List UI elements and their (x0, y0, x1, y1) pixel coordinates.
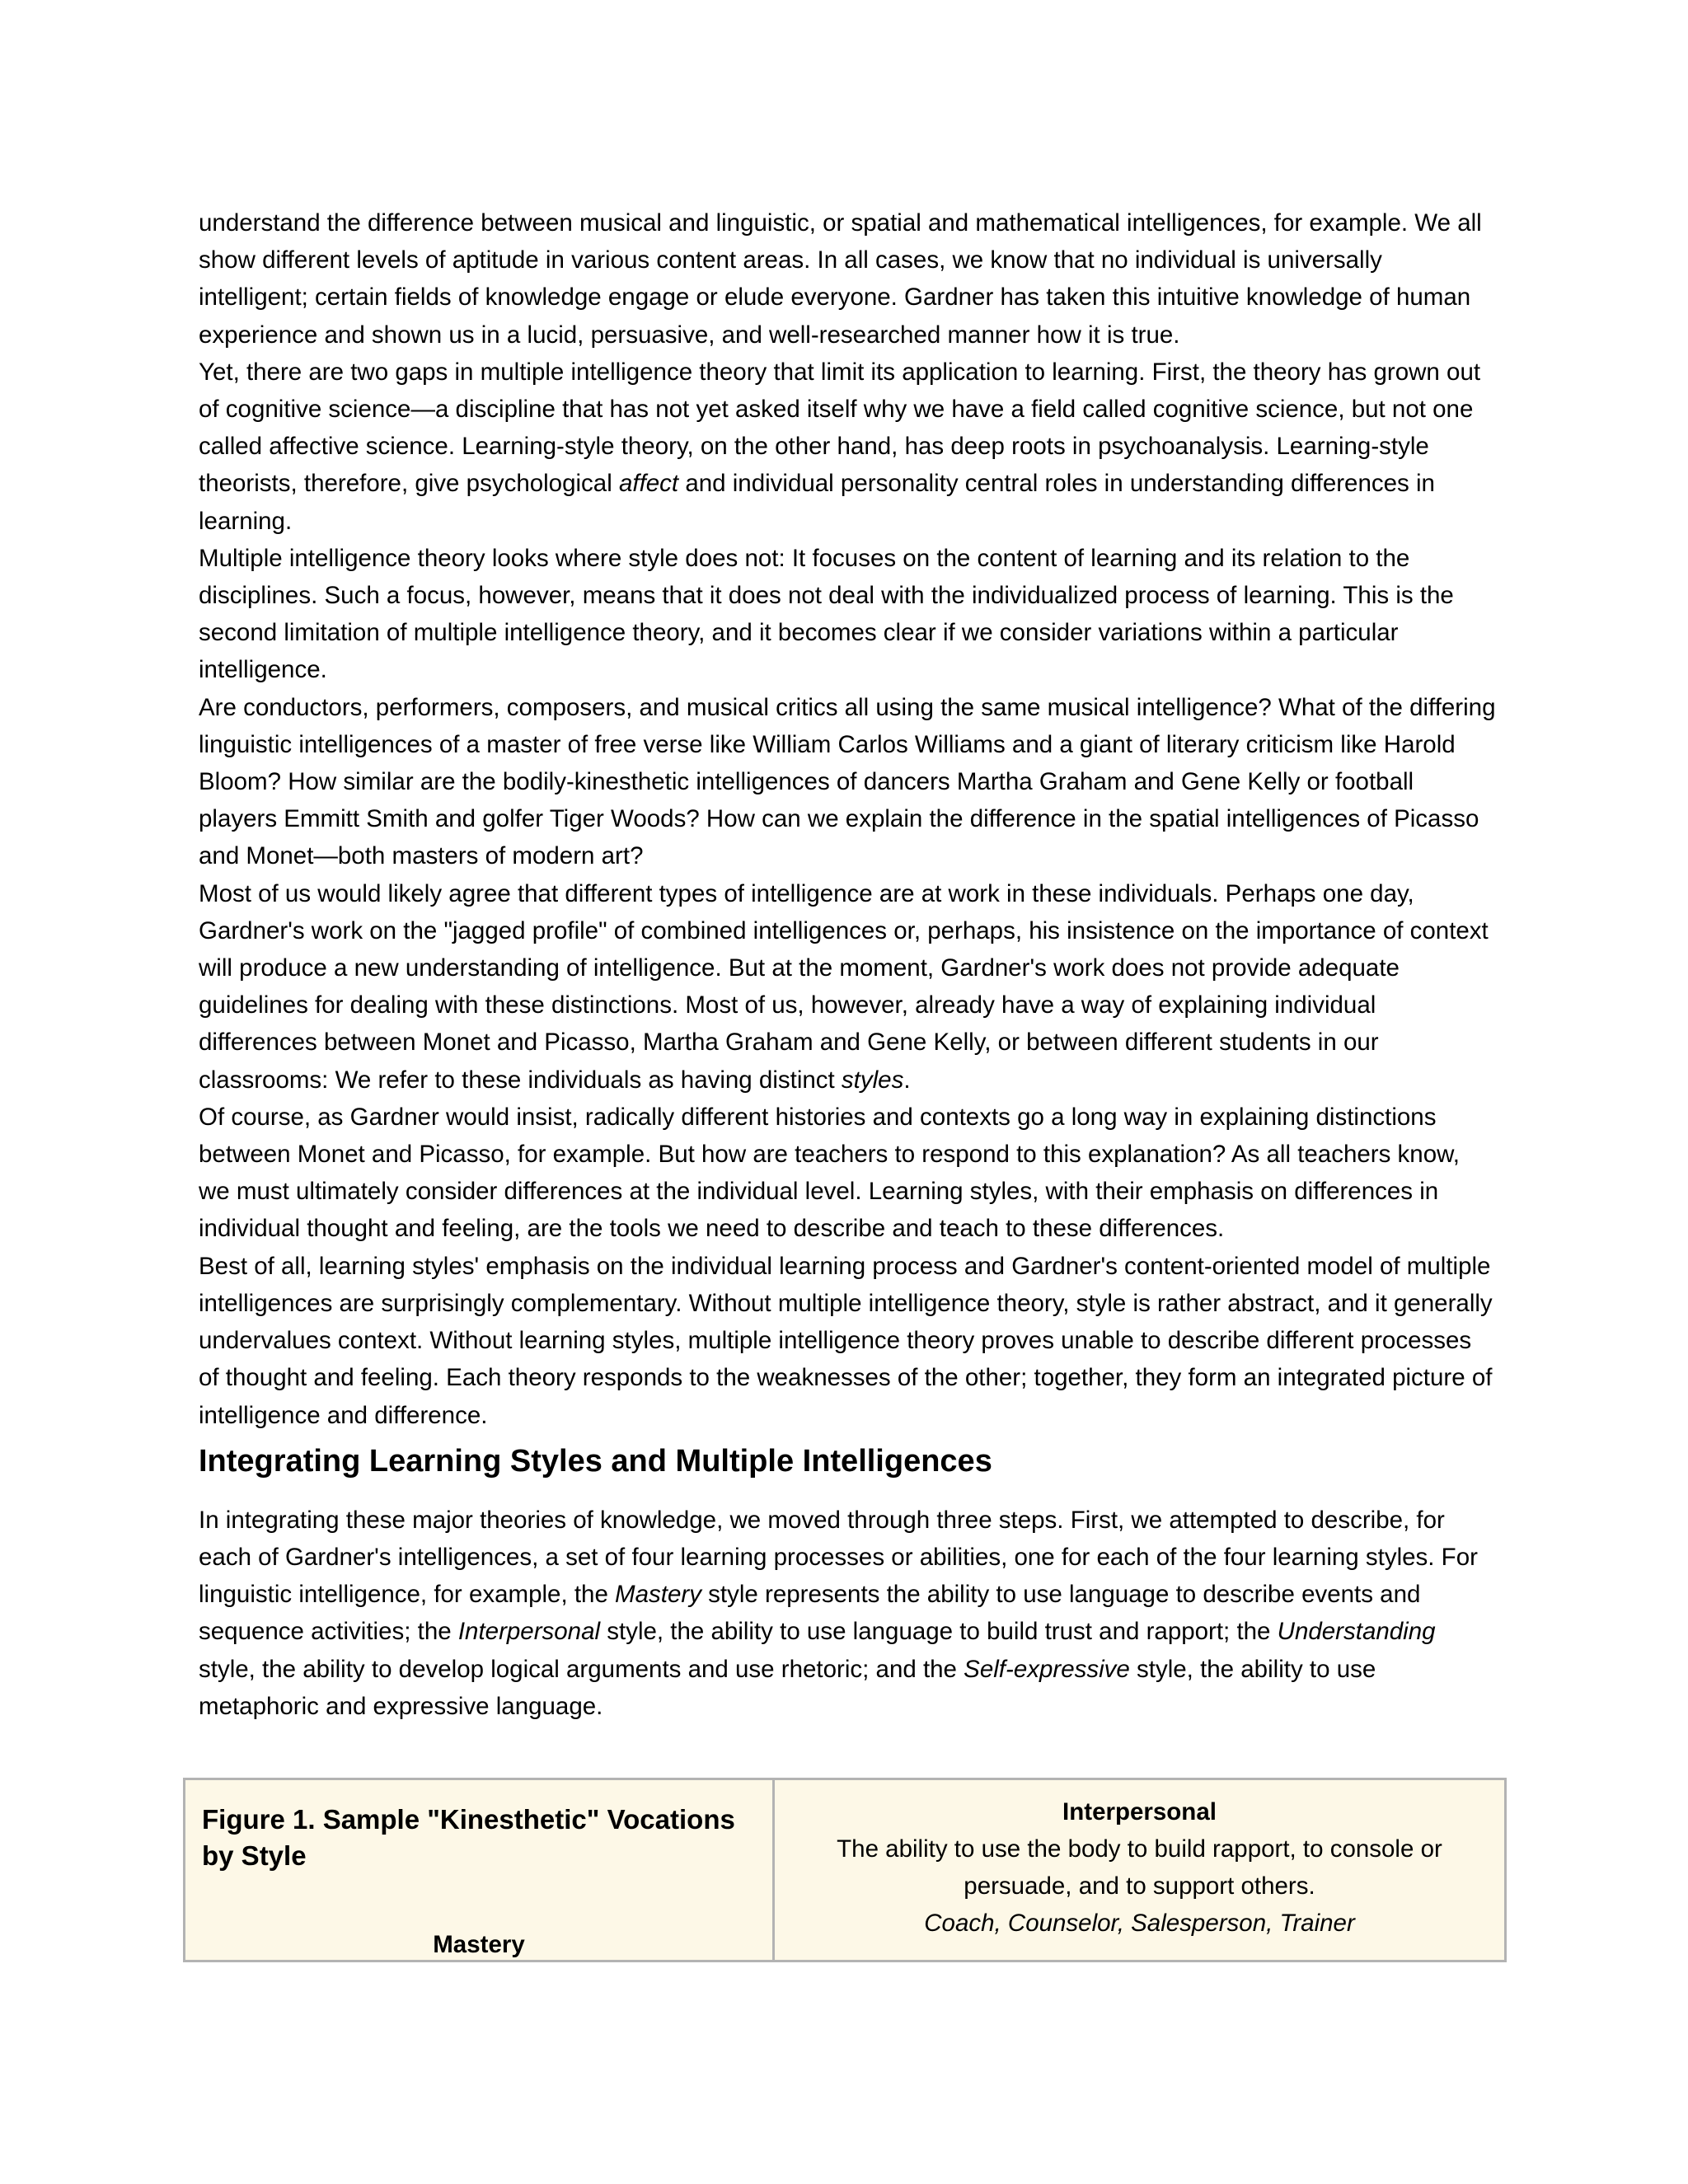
paragraph-intelligences-aptitude: understand the difference between musical and linguistic, or spatial and mathematical intelligences, for example. We all show different levels of aptitude in various content areas. In all cases, we know that no individual is universally intelligent; certain fields of knowledge engage or elude everyone. Gardner has taken this intuitive knowledge of human experience and shown us in a lucid, persuasive, and well-researched manner how it is true. (199, 209, 1482, 349)
style-interpersonal-label: Interpersonal (1062, 1798, 1217, 1825)
figure-left-cell (185, 1780, 775, 1960)
interpersonal-cell-content (824, 1793, 1455, 1942)
paragraph-text: style, the ability to use metaphoric and expressive language. (199, 1655, 1376, 1720)
paragraph-theory-gaps (199, 354, 1497, 540)
paragraph-distinct-styles (199, 875, 1497, 1099)
paragraph-complementary: Best of all, learning styles' emphasis on the individual learning process and Gardner's content-oriented model of multiple intelligences are surprisingly complementary. Without multiple intelligence theory, style is rather abstract, and it generally undervalues context. Without learning styles, multiple intelligence theory proves unable to describe different processes of thought and feeling. Each theory responds to the weaknesses of the other; together, they form an integrated picture of intelligence and difference. (199, 1252, 1493, 1429)
article-body (199, 204, 1497, 1725)
paragraph-text: Most of us would likely agree that different types of intelligence are at work in these individuals. Perhaps one day, Gardner's work on the "jagged profile" of combined intelligences or, perhaps, his insistence on the importance of context will produce a new understanding of intelligence. But at the moment, Gardner's work does not provide adequate guidelines for dealing with these distinctions. Most of us, however, already have a way of explaining individual differences between Monet and Picasso, Martha Graham and Gene Kelly, or between different students in our classrooms: We refer to these individuals as having distinct (199, 879, 1489, 1094)
paragraph-text: style, the ability to develop logical arguments and use rhetoric; and the (199, 1655, 964, 1683)
paragraph-text: style, the ability to use language to build trust and rapport; the (600, 1618, 1278, 1646)
paragraph-histories-contexts: Of course, as Gardner would insist, radically different histories and contexts go a long way in explaining distinctions between Monet and Picasso, for example. But how are teachers to respond to this explanation? As all teachers know, we must ultimately consider differences at the individual level. Learning styles, with their emphasis on differences in individual thought and feeling, are the tools we need to describe and teach to these differences. (199, 1103, 1460, 1243)
figure-caption: Figure 1. Sample "Kinesthetic" Vocations by Style (202, 1804, 735, 1871)
emphasis-interpersonal: Interpersonal (457, 1618, 601, 1646)
emphasis-affect: affect (618, 470, 679, 498)
interpersonal-description: The ability to use the body to build rapport, to console or persuade, and to support others. (837, 1835, 1442, 1900)
paragraph-text: . (903, 1066, 911, 1094)
style-mastery-label: Mastery (433, 1931, 525, 1958)
paragraph-second-limitation: Multiple intelligence theory looks where style does not: It focuses on the content of learning and its relation to the disciplines. Such a focus, however, means that it does not deal with the individualized process of learning. This is the second limitation of multiple intelligence theory, and it becomes clear if we consider variations within a particular intelligence. (199, 544, 1454, 684)
figure-right-cell (775, 1780, 1504, 1960)
emphasis-styles: styles (841, 1066, 904, 1094)
figure-kinesthetic-vocations-table (183, 1778, 1507, 1962)
section-heading: Integrating Learning Styles and Multiple Intelligences (199, 1443, 992, 1479)
emphasis-self-expressive: Self-expressive (964, 1655, 1130, 1683)
emphasis-mastery: Mastery (615, 1581, 701, 1609)
paragraph-text: Yet, there are two gaps in multiple intelligence theory that limit its application to learning. First, the theory has grown out of cognitive science—a discipline that has not yet asked itself why we have a field called cognitive science, but not one called affective science. Learning-style theory, on the other hand, has deep roots in psychoanalysis. Learning-style theorists, therefore, give psychological (199, 358, 1481, 498)
paragraph-text: and individual personality central roles in understanding differences in learning. (199, 470, 1435, 535)
paragraph-integration-steps (199, 1502, 1497, 1725)
interpersonal-vocations: Coach, Counselor, Salesperson, Trainer (924, 1910, 1355, 1937)
paragraph-text: In integrating these major theories of knowledge, we moved through three steps. First, we attempted to describe, for each of Gardner's intelligences, a set of four learning processes or abilities, one for each of the four learning styles. For linguistic intelligence, for example, the (199, 1506, 1478, 1609)
paragraph-text: style represents the ability to use language to describe events and sequence activities; the (199, 1581, 1421, 1646)
paragraph-intelligence-questions: Are conductors, performers, composers, and musical critics all using the same musical intelligence? What of the differing linguistic intelligences of a master of free verse like William Carlos Williams and a giant of literary criticism like Harold Bloom? How similar are the bodily-kinesthetic intelligences of dancers Martha Graham and Gene Kelly or football players Emmitt Smith and golfer Tiger Woods? How can we explain the difference in the spatial intelligences of Picasso and Monet—both masters of modern art? (199, 693, 1496, 870)
emphasis-understanding: Understanding (1277, 1618, 1436, 1646)
